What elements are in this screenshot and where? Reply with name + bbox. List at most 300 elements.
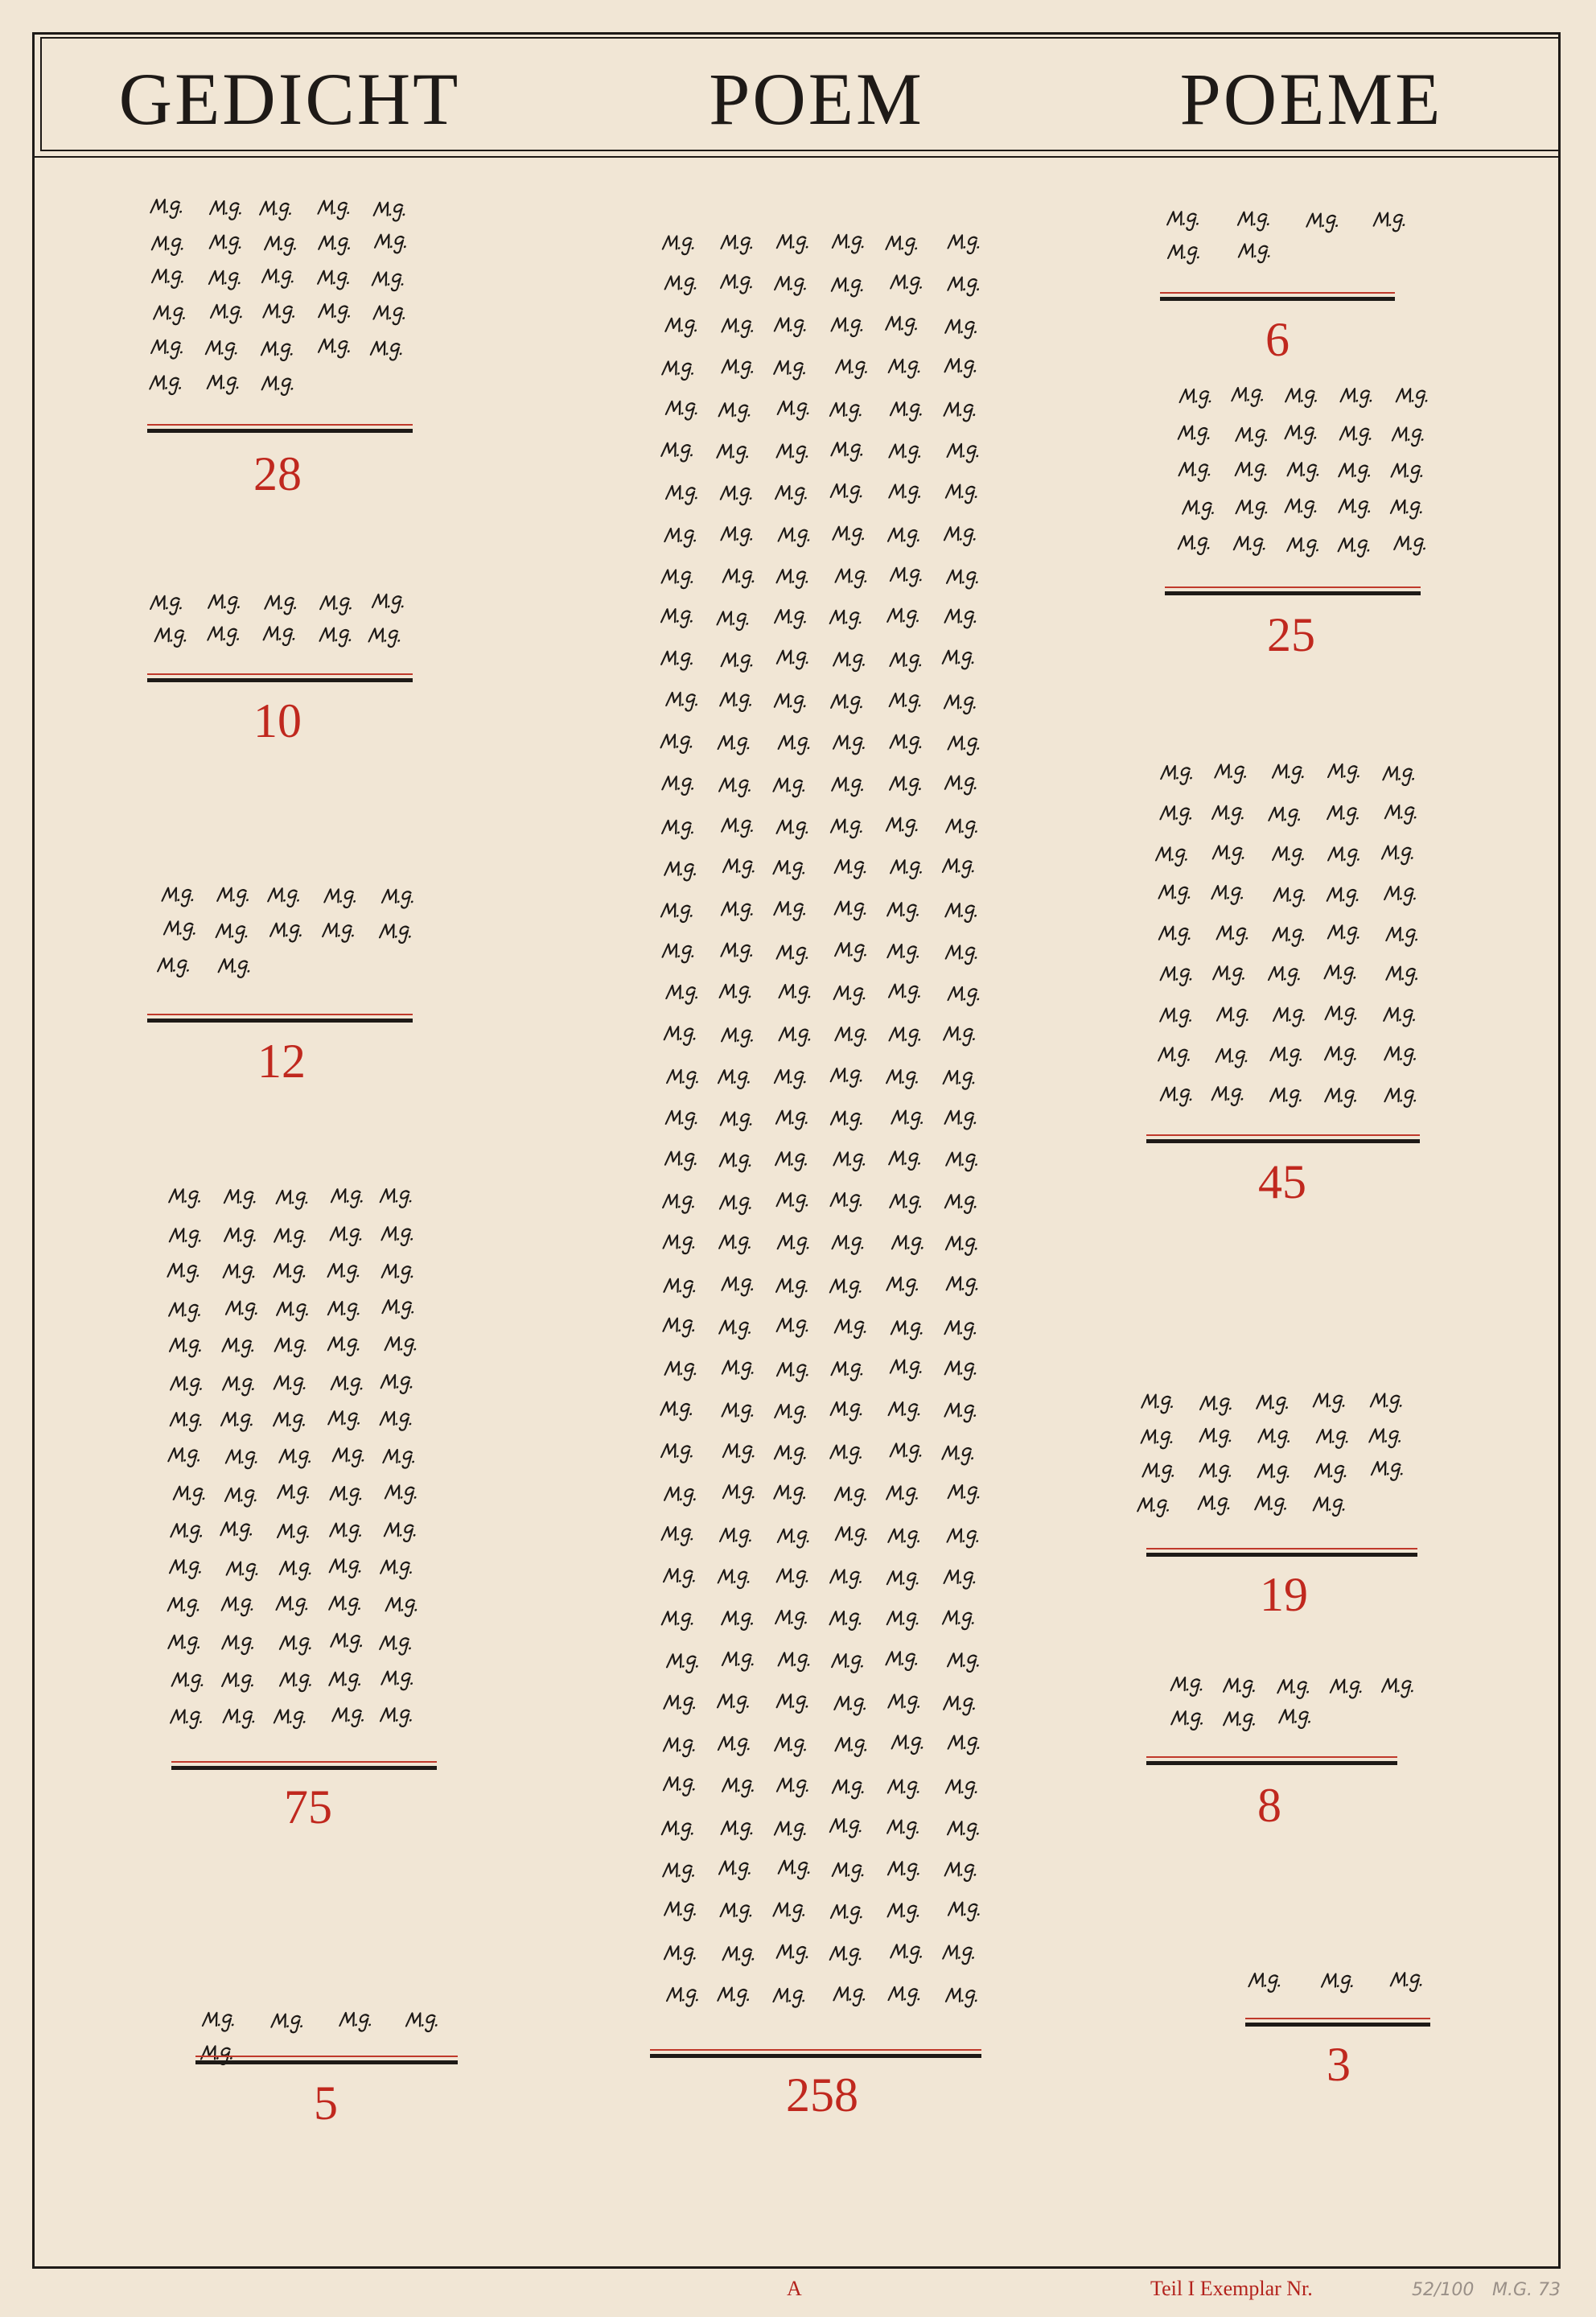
mg-mark	[887, 360, 922, 378]
mg-mark	[829, 1947, 863, 1965]
mg-mark	[277, 1525, 311, 1543]
mg-mark	[775, 486, 809, 504]
mg-mark	[775, 1611, 809, 1629]
poem-19-marks	[1141, 1385, 1430, 1522]
mg-mark	[1160, 766, 1195, 784]
mg-mark	[368, 628, 402, 647]
mg-mark	[262, 627, 297, 645]
mg-mark	[1384, 1089, 1418, 1107]
mg-mark	[1159, 967, 1194, 986]
mg-mark	[1390, 464, 1425, 483]
poem-28-count: 28	[253, 447, 302, 500]
mg-mark	[890, 275, 924, 294]
mg-mark	[890, 1945, 924, 1963]
mg-mark	[1273, 888, 1307, 907]
mg-mark	[775, 445, 810, 463]
mg-mark	[944, 1361, 978, 1380]
mg-mark	[1384, 805, 1418, 824]
mg-mark	[1382, 767, 1417, 785]
mg-mark	[829, 1570, 864, 1588]
mg-mark	[941, 1447, 976, 1465]
mg-mark	[946, 570, 981, 589]
mg-mark	[1159, 806, 1194, 825]
mg-mark	[1216, 926, 1250, 944]
mg-mark	[831, 778, 866, 796]
mg-mark	[887, 529, 922, 547]
mg-mark	[215, 924, 249, 943]
mg-mark	[829, 1819, 863, 1838]
mg-mark	[890, 568, 924, 586]
mg-mark	[331, 1189, 365, 1208]
mg-mark	[1211, 1087, 1245, 1105]
mg-mark	[1384, 887, 1418, 905]
mg-mark	[834, 1027, 869, 1046]
mg-mark	[208, 595, 242, 614]
mg-mark	[775, 1945, 810, 1964]
mg-mark	[1268, 967, 1302, 986]
poem-12-svg	[161, 879, 434, 983]
mg-mark	[721, 1361, 755, 1380]
mg-mark	[833, 1152, 867, 1171]
poem-25-count: 25	[1267, 608, 1315, 661]
mg-mark	[947, 1485, 981, 1504]
mg-mark	[1177, 426, 1211, 445]
mg-mark	[168, 1228, 203, 1247]
mg-mark	[664, 1111, 699, 1130]
mg-mark	[888, 693, 923, 712]
mg-mark	[380, 1708, 414, 1726]
mg-mark	[322, 924, 356, 942]
mg-mark	[1137, 1498, 1171, 1517]
mg-mark	[829, 1402, 864, 1421]
mg-mark	[169, 1413, 204, 1431]
mg-mark	[1178, 389, 1213, 408]
mg-mark	[774, 1738, 808, 1756]
mg-mark	[775, 821, 810, 839]
mg-mark	[943, 1570, 977, 1589]
mg-mark	[172, 1487, 207, 1505]
mg-mark	[1286, 463, 1321, 481]
mg-mark	[273, 1377, 307, 1395]
mg-mark	[660, 735, 694, 753]
mg-mark	[662, 1863, 697, 1882]
mg-mark	[834, 1527, 869, 1545]
mg-mark	[276, 1303, 311, 1321]
mg-mark	[318, 237, 352, 255]
mg-mark	[660, 1527, 695, 1545]
mg-mark	[1323, 965, 1358, 984]
mg-mark	[777, 529, 812, 547]
mg-mark	[660, 570, 695, 589]
poem-19-rule	[1146, 1553, 1417, 1557]
mg-mark	[720, 275, 755, 294]
mg-mark	[170, 1524, 204, 1542]
poem-8-marks	[1170, 1669, 1436, 1734]
mg-mark	[719, 1529, 754, 1547]
mg-mark	[274, 1339, 308, 1357]
mg-mark	[277, 1485, 311, 1504]
mg-mark	[718, 1070, 752, 1089]
mg-mark	[833, 736, 867, 755]
mg-mark	[947, 1736, 981, 1755]
mg-mark	[664, 1362, 698, 1381]
mg-mark	[170, 1710, 204, 1729]
mg-mark	[947, 278, 981, 296]
mg-mark	[832, 527, 866, 545]
mg-mark	[721, 819, 755, 837]
mg-mark	[171, 1673, 205, 1692]
mg-mark	[1383, 1008, 1417, 1027]
mg-mark	[331, 1708, 366, 1726]
mg-mark	[722, 1485, 756, 1504]
mg-mark	[339, 2013, 373, 2031]
mg-mark	[1235, 428, 1269, 447]
mg-mark	[1339, 427, 1373, 446]
mg-mark	[718, 779, 753, 797]
poem-258-count: 258	[786, 2068, 858, 2122]
mg-mark	[661, 1821, 696, 1840]
mg-mark	[718, 985, 753, 1003]
mg-mark	[1182, 501, 1216, 520]
mg-mark	[944, 1111, 978, 1130]
mg-mark	[1337, 538, 1372, 557]
mg-mark	[664, 401, 699, 420]
mg-mark	[775, 1694, 810, 1713]
mg-mark	[888, 485, 923, 504]
mg-mark	[721, 1278, 755, 1296]
mg-mark	[330, 1634, 364, 1652]
mg-mark	[663, 1569, 697, 1587]
mg-mark	[151, 270, 186, 288]
mg-mark	[944, 320, 979, 339]
mg-mark	[208, 236, 243, 254]
mg-mark	[661, 821, 696, 839]
mg-mark	[660, 652, 695, 670]
mg-mark	[833, 1320, 868, 1339]
mg-mark	[944, 485, 979, 504]
mg-mark	[945, 1153, 980, 1171]
mg-mark	[1269, 1089, 1304, 1107]
mg-mark	[835, 360, 870, 379]
mg-mark	[379, 1189, 413, 1208]
mg-mark	[222, 1377, 257, 1396]
mg-mark	[327, 1337, 361, 1356]
mg-mark	[259, 202, 294, 220]
mg-mark	[722, 1652, 756, 1671]
mg-mark	[887, 1987, 922, 2006]
mg-mark	[1369, 1393, 1404, 1412]
mg-mark	[663, 1279, 697, 1298]
mg-mark	[886, 1571, 920, 1590]
mg-mark	[1384, 1047, 1418, 1065]
mg-mark	[269, 924, 304, 942]
mg-mark	[722, 859, 757, 878]
poem-258-rule-red	[650, 2049, 981, 2051]
footer-letter: A	[787, 2277, 802, 2300]
mg-mark	[719, 1113, 754, 1131]
mg-mark	[220, 1598, 255, 1616]
mg-mark	[944, 903, 979, 922]
mg-mark	[374, 235, 409, 253]
mg-mark	[169, 1560, 204, 1578]
poem-5-svg	[201, 2003, 475, 2035]
poem-28-rule	[147, 429, 413, 433]
mg-mark	[261, 342, 295, 360]
mg-mark	[717, 1988, 751, 2006]
mg-mark	[1256, 1396, 1290, 1414]
mg-mark	[167, 1598, 201, 1616]
mg-mark	[722, 1779, 756, 1797]
mg-mark	[660, 1402, 694, 1421]
mg-mark	[720, 653, 755, 672]
mg-mark	[665, 986, 700, 1004]
mg-mark	[666, 1988, 701, 2006]
mg-mark	[216, 888, 251, 907]
mg-mark	[833, 860, 868, 879]
mg-mark	[1232, 537, 1267, 555]
mg-mark	[1395, 389, 1429, 407]
mg-mark	[664, 529, 698, 547]
mg-mark	[1272, 765, 1306, 784]
mg-mark	[1212, 966, 1247, 985]
mg-mark	[948, 1903, 982, 1921]
mg-mark	[775, 1319, 810, 1337]
mg-mark	[1158, 927, 1192, 945]
mg-mark	[150, 237, 185, 255]
mg-mark	[718, 1236, 753, 1254]
poem-12-rule-red	[147, 1014, 413, 1015]
mg-mark	[833, 1697, 868, 1715]
mg-mark	[719, 1903, 754, 1922]
title-poeme: POEME	[1179, 58, 1443, 140]
mg-mark	[328, 1673, 363, 1691]
mg-mark	[833, 1987, 867, 2006]
mg-mark	[385, 1598, 419, 1616]
mg-mark	[224, 1488, 259, 1507]
mg-mark	[273, 1264, 307, 1282]
mg-mark	[886, 1821, 921, 1839]
mg-mark	[384, 1337, 418, 1356]
mg-mark	[327, 1264, 361, 1282]
mg-mark	[664, 319, 699, 337]
mg-mark	[170, 1377, 204, 1396]
mg-mark	[945, 1277, 980, 1295]
mg-mark	[775, 570, 810, 588]
mg-mark	[273, 1710, 307, 1728]
mg-mark	[1284, 500, 1318, 518]
mg-mark	[944, 1780, 979, 1799]
mg-mark	[1159, 1088, 1194, 1106]
mg-mark	[943, 1027, 977, 1046]
mg-mark	[221, 1339, 256, 1357]
mg-mark	[217, 959, 252, 977]
mg-mark	[328, 1559, 363, 1578]
mg-mark	[1385, 967, 1420, 986]
mg-mark	[889, 777, 923, 796]
mg-mark	[886, 1487, 920, 1505]
mg-mark	[888, 985, 923, 1003]
mg-mark	[267, 888, 302, 907]
mg-mark	[380, 1672, 415, 1690]
mg-mark	[1278, 1710, 1313, 1728]
mg-mark	[380, 1375, 414, 1393]
poem-19-count: 19	[1260, 1568, 1308, 1621]
mg-mark	[1199, 1397, 1234, 1415]
mg-mark	[944, 527, 978, 545]
poem-3-rule	[1245, 2023, 1430, 2027]
mg-mark	[829, 1446, 864, 1464]
mg-mark	[665, 693, 700, 711]
poem-5-count: 5	[314, 2076, 338, 2130]
mg-mark	[831, 1780, 866, 1799]
mg-mark	[947, 987, 981, 1006]
mg-mark	[317, 201, 352, 220]
mg-mark	[945, 1237, 980, 1255]
mg-mark	[206, 376, 241, 394]
mg-mark	[1223, 1679, 1257, 1698]
mg-mark	[222, 1710, 257, 1728]
poem-8-count: 8	[1257, 1779, 1281, 1832]
mg-mark	[372, 307, 407, 325]
mg-mark	[829, 1193, 864, 1212]
poem-75-svg	[171, 1181, 436, 1736]
mg-mark	[775, 651, 810, 669]
poem-45-marks	[1158, 756, 1440, 1118]
mg-mark	[222, 1265, 257, 1283]
footer-pencil-initials: M.G. 73	[1492, 2280, 1561, 2300]
mg-mark	[379, 924, 413, 943]
mg-mark	[1306, 214, 1340, 233]
mg-mark	[946, 1529, 981, 1548]
mg-mark	[661, 944, 696, 963]
mg-mark	[777, 1861, 812, 1879]
mg-mark	[1211, 886, 1245, 904]
mg-mark	[1381, 846, 1416, 865]
mg-mark	[666, 1070, 701, 1089]
mg-mark	[380, 1561, 414, 1579]
mg-mark	[722, 570, 756, 588]
poem-45-count: 45	[1258, 1155, 1306, 1208]
mg-mark	[1269, 1047, 1304, 1066]
mg-mark	[941, 651, 976, 669]
mg-mark	[829, 1279, 863, 1298]
poem-6-svg	[1170, 203, 1444, 267]
mg-mark	[157, 958, 191, 977]
mg-mark	[943, 1697, 977, 1715]
mg-mark	[381, 890, 416, 908]
mg-mark	[772, 779, 807, 797]
mg-mark	[1286, 538, 1321, 557]
mg-mark	[773, 694, 808, 713]
mg-mark	[1254, 1496, 1289, 1515]
mg-mark	[1324, 1089, 1359, 1107]
mg-mark	[383, 1523, 418, 1541]
mg-mark	[319, 596, 354, 615]
mg-mark	[774, 610, 808, 628]
mg-mark	[831, 235, 866, 253]
mg-mark	[944, 695, 978, 714]
mg-mark	[1393, 537, 1428, 555]
mg-mark	[1257, 1464, 1291, 1483]
poem-75-marks	[171, 1181, 436, 1736]
mg-mark	[1324, 1047, 1359, 1065]
mg-mark	[1285, 389, 1319, 407]
mg-mark	[777, 1652, 812, 1671]
mg-mark	[716, 445, 751, 463]
mg-mark	[721, 1028, 755, 1047]
mg-mark	[721, 1404, 755, 1422]
mg-mark	[1199, 1429, 1233, 1447]
mg-mark	[774, 1070, 808, 1089]
mg-mark	[1312, 1393, 1347, 1412]
mg-mark	[167, 1448, 202, 1467]
mg-mark	[718, 1737, 752, 1755]
mg-mark	[890, 860, 924, 879]
mg-mark	[328, 1597, 363, 1615]
mg-mark	[774, 1822, 808, 1841]
mg-mark	[1214, 765, 1248, 784]
mg-mark	[369, 342, 404, 360]
mg-mark	[946, 444, 981, 463]
mg-mark	[1327, 847, 1362, 866]
mg-mark	[718, 1154, 753, 1172]
mg-mark	[833, 1488, 868, 1506]
poem-12-marks	[161, 879, 434, 983]
mg-mark	[1371, 1462, 1405, 1480]
mg-mark	[720, 944, 755, 962]
poem-75-rule-red	[171, 1761, 437, 1763]
mg-mark	[830, 318, 865, 336]
mg-mark	[664, 1946, 698, 1965]
mg-mark	[149, 376, 183, 394]
mg-mark	[264, 596, 298, 615]
mg-mark	[1391, 428, 1425, 447]
mg-mark	[888, 1027, 923, 1046]
mg-mark	[830, 1905, 865, 1924]
mg-mark	[278, 1450, 313, 1468]
mg-mark	[774, 277, 808, 295]
mg-mark	[150, 596, 184, 615]
mg-mark	[886, 1070, 920, 1089]
mg-mark	[775, 946, 810, 965]
mg-mark	[829, 1611, 863, 1630]
mg-mark	[718, 1862, 753, 1880]
mg-mark	[329, 1228, 364, 1246]
mg-mark	[1327, 925, 1361, 944]
mg-mark	[372, 595, 406, 613]
mg-mark	[1158, 886, 1192, 904]
mg-mark	[1338, 500, 1372, 518]
mg-mark	[889, 1443, 923, 1462]
mg-mark	[722, 1444, 756, 1463]
mg-mark	[776, 1529, 811, 1548]
mg-mark	[887, 1529, 922, 1548]
mg-mark	[380, 1265, 415, 1283]
mg-mark	[774, 1446, 808, 1464]
mg-mark	[664, 1903, 698, 1921]
mg-mark	[886, 944, 921, 963]
mg-mark	[1385, 928, 1420, 946]
mg-mark	[718, 1321, 753, 1340]
mg-mark	[776, 401, 811, 420]
mg-mark	[380, 1227, 415, 1245]
mg-mark	[887, 1862, 922, 1880]
mg-mark	[1272, 928, 1306, 946]
mg-mark	[168, 1303, 203, 1322]
mg-mark	[261, 377, 295, 395]
mg-mark	[208, 271, 243, 290]
mg-mark	[772, 1903, 807, 1922]
